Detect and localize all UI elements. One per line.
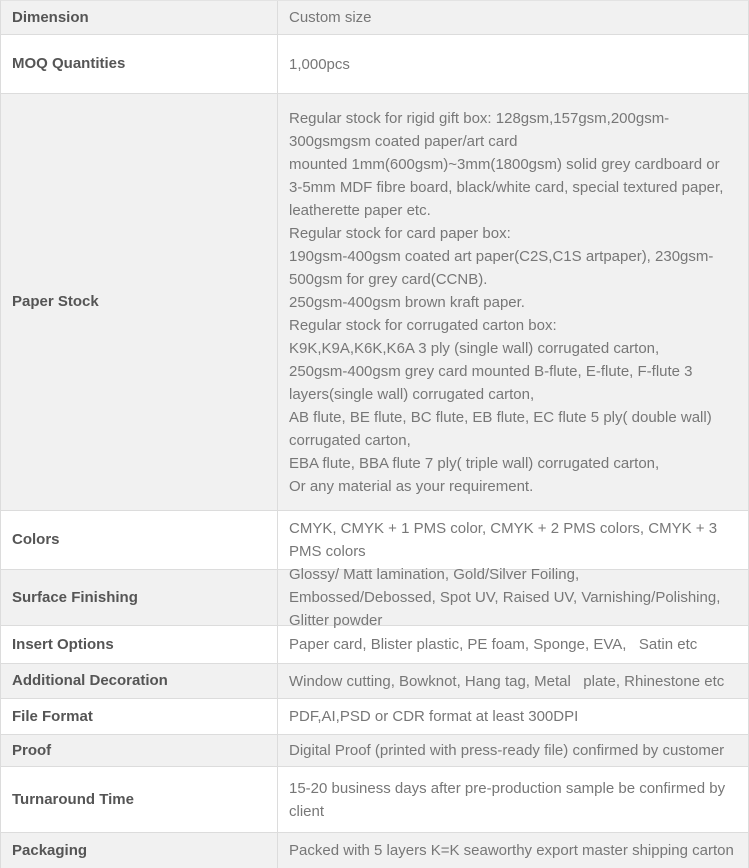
row-label-cell xyxy=(1,1,278,34)
row-value-cell xyxy=(278,511,748,569)
spec-label: Colors xyxy=(12,531,60,548)
paper-stock-line: mounted 1mm(600gsm)~3mm(1800gsm) solid grey cardboard or 3-5mm MDF fibre board, black/white card, special textured paper, leatherette paper etc. xyxy=(289,155,728,219)
paper-stock-line: 250gsm-400gsm brown kraft paper. xyxy=(289,293,525,311)
spec-value: 15-20 business days after pre-production sample be confirmed by client xyxy=(289,779,730,820)
row-label-cell xyxy=(1,511,278,569)
spec-value: Packed with 5 layers K=K seaworthy export master shipping carton xyxy=(289,842,734,859)
paper-stock-line: Regular stock for corrugated carton box: xyxy=(289,316,557,334)
table-row-surface-finishing xyxy=(1,566,748,629)
spec-value: Custom size xyxy=(289,9,372,26)
table-row-packaging xyxy=(1,833,748,868)
paper-stock-line: K9K,K9A,K6K,K6A 3 ply (single wall) corrugated carton, xyxy=(289,339,660,357)
row-value-cell xyxy=(278,833,748,868)
spec-label: Turnaround Time xyxy=(12,790,134,808)
paper-stock-line: Regular stock for rigid gift box: 128gsm,157gsm,200gsm-300gsmgsm coated paper/art card xyxy=(289,109,670,150)
row-label-cell xyxy=(1,664,278,698)
row-value-cell xyxy=(278,1,748,34)
row-label-cell xyxy=(1,570,278,625)
table-row-turnaround-time xyxy=(1,767,748,833)
spec-label: Surface Finishing xyxy=(12,588,138,606)
row-value-cell xyxy=(278,626,748,663)
row-value-cell xyxy=(278,699,748,734)
spec-value: Window cutting, Bowknot, Hang tag, Metal plate, Rhinestone etc xyxy=(289,672,725,690)
spec-value: CMYK, CMYK + 1 PMS color, CMYK + 2 PMS colors, CMYK + 3 PMS colors xyxy=(289,520,722,560)
paper-stock-line: EBA flute, BBA flute 7 ply( triple wall) corrugated carton, xyxy=(289,454,660,472)
row-label-cell xyxy=(1,833,278,868)
row-value-cell xyxy=(278,94,748,510)
table-row-proof xyxy=(1,735,748,767)
table-row-additional-decoration xyxy=(1,664,748,699)
row-label-cell xyxy=(1,626,278,663)
spec-label: File Format xyxy=(12,707,93,725)
paper-stock-line: AB flute, BE flute, BC flute, EB flute, EC flute 5 ply( double wall) corrugated carton, xyxy=(289,408,716,449)
spec-value: Glossy/ Matt lamination, Gold/Silver Foiling, Embossed/Debossed, Spot UV, Raised UV, Varnishing/Polishing, Glitter powder xyxy=(289,566,725,629)
paper-stock-line: Or any material as your requirement. xyxy=(289,477,534,495)
row-label-cell xyxy=(1,699,278,734)
spec-value: Paper card, Blister plastic, PE foam, Sponge, EVA, Satin etc xyxy=(289,636,698,653)
row-value-cell xyxy=(278,35,748,93)
row-value-cell xyxy=(278,664,748,698)
spec-label: MOQ Quantities xyxy=(12,55,126,72)
row-value-cell xyxy=(278,767,748,832)
row-label-cell xyxy=(1,735,278,766)
spec-label: Additional Decoration xyxy=(12,672,168,689)
row-value-cell xyxy=(278,566,748,629)
spec-value: 1,000pcs xyxy=(289,55,350,73)
row-label-cell xyxy=(1,94,278,510)
row-value-cell xyxy=(278,735,748,766)
spec-label: Insert Options xyxy=(12,635,114,653)
table-row-colors xyxy=(1,511,748,570)
paper-stock-line: 190gsm-400gsm coated art paper(C2S,C1S artpaper), 230gsm-500gsm for grey card(CCNB). xyxy=(289,247,714,288)
paper-stock-line: 250gsm-400gsm grey card mounted B-flute, E-flute, F-flute 3 layers(single wall) corrugated carton, xyxy=(289,362,697,403)
spec-label: Proof xyxy=(12,741,52,759)
row-label-cell xyxy=(1,35,278,93)
table-row-file-format xyxy=(1,699,748,735)
table-row-insert-options xyxy=(1,626,748,664)
spec-value: Digital Proof (printed with press-ready file) confirmed by customer xyxy=(289,742,725,759)
spec-label: Paper Stock xyxy=(12,293,99,310)
table-row-dimension xyxy=(1,1,748,35)
spec-label: Dimension xyxy=(12,8,89,26)
table-row-paper-stock xyxy=(1,94,748,511)
row-label-cell xyxy=(1,767,278,832)
spec-label: Packaging xyxy=(12,841,88,859)
paper-stock-line: Regular stock for card paper box: xyxy=(289,224,511,242)
spec-value: PDF,AI,PSD or CDR format at least 300DPI xyxy=(289,708,579,725)
table-row-moq-quantities xyxy=(1,35,748,94)
